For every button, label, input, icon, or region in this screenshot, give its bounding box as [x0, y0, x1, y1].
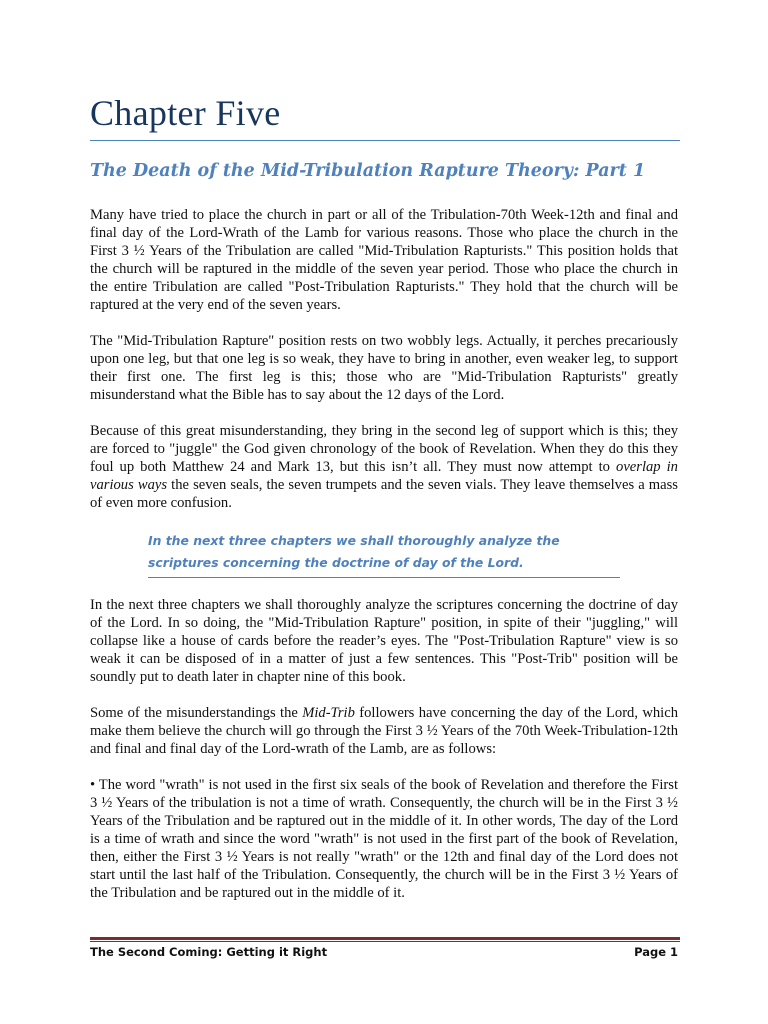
paragraph-misunderstandings-text-2: followers have concerning the day of the Lord, which make them believe the church will go through the First 3 ½ Years of the 70th Week-Tribulation-12th and final and final day of the Lord-wrath of the Lamb, are as follows: [90, 705, 678, 757]
paragraph-juggle [90, 422, 678, 512]
paragraph-juggle-text-2: the seven seals, the seven trumpets and the seven vials. They leave themselves a mass of even more confusion. [90, 477, 678, 511]
paragraph-juggle-text-1: Because of this great misunderstanding, they bring in the second leg of support which is this; they are forced to "juggle" the God given chronology of the book of Revelation. When they do this they foul up both Matthew 24 and Mark 13, but this isn’t all. They must now attempt to [90, 423, 678, 475]
paragraph-juggle-emphasis: overlap in various ways [90, 459, 678, 493]
footer-book-title: The Second Coming: Getting it Right [90, 945, 328, 959]
title-divider [90, 140, 680, 141]
bullet-wrath: • The word "wrath" is not used in the first six seals of the book of Revelation and therefore the First 3 ½ Years of the tribulation is not a time of wrath. Consequently, the church will be in the First 3 ½ Years of the Tribulation and be raptured out in the middle of it. In other words, The day of the Lord is a time of wrath and since the word "wrath" is not used in the first part of the book of Revelation, then, either the First 3 ½ Years is not really "wrath" or the 12th and final day of the Lord does not start until the last half of the Tribulation. Consequently, the church will be in the First 3 ½ Years of the Tribulation and be raptured out in the middle of it. [90, 777, 678, 901]
chapter-subtitle: The Death of the Mid-Tribulation Rapture Theory: Part 1 [90, 161, 646, 181]
footer-divider-thick [90, 937, 680, 940]
chapter-title: Chapter Five [90, 93, 281, 133]
paragraph-intro-text: Many have tried to place the church in part or all of the Tribulation-70th Week-12th and final and final day of the Lord-Wrath of the Lamb for various reasons. Those who place the church in the First 3 ½ Years of the Tribulation are called "Mid-Tribulation Rapturists." This position holds that the church will be raptured in the middle of the seven year period. Those who place the church in the entire Tribulation are called "Post-Tribulation Rapturists." They hold that the church will be raptured at the very end of the seven years. [90, 207, 678, 313]
footer-divider-thin [90, 941, 680, 942]
paragraph-next-chapters: In the next three chapters we shall thoroughly analyze the scriptures concerning the doctrine of day of the Lord. In so doing, the "Mid-Tribulation Rapture" position, in spite of their "juggling," will collapse like a house of cards before the reader’s eyes. The "Post-Tribulation Rapture" view is so weak it can be disposed of in a matter of just a few sentences. This "Post-Trib" position will be soundly put to death later in chapter nine of this book. [90, 597, 678, 685]
paragraph-intro [90, 206, 678, 314]
paragraph-misunderstandings [90, 704, 678, 758]
paragraph-misunderstandings-text-1: Some of the misunderstandings the [90, 705, 303, 721]
pull-quote-divider [148, 577, 620, 578]
pull-quote: In the next three chapters we shall thoroughly analyze the scriptures concerning the doctrine of day of the Lord. [148, 533, 560, 570]
paragraph-misunderstandings-emphasis: Mid-Trib [302, 705, 355, 721]
paragraph-wobbly-legs: The "Mid-Tribulation Rapture" position rests on two wobbly legs. Actually, it perches precariously upon one leg, but that one leg is so weak, they have to bring in another, even weaker leg, to support their first one. The first leg is this; those who are "Mid-Tribulation Rapturists" greatly misunderstand what the Bible has to say about the 12 days of the Lord. [90, 333, 678, 403]
footer-page-number: Page 1 [634, 945, 678, 959]
